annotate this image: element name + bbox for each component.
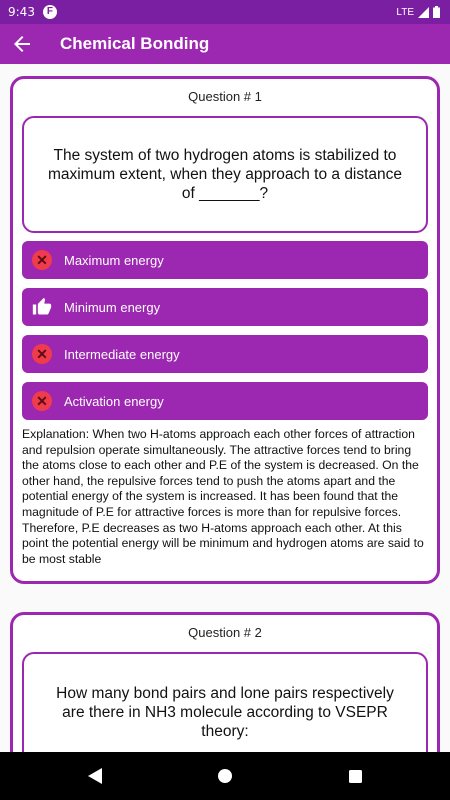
option-activation-energy[interactable] [22, 382, 428, 420]
question-text-box [22, 652, 428, 752]
nav-recents-button[interactable] [290, 752, 420, 800]
option-label: Activation energy [64, 393, 164, 409]
wrong-icon: ✕ [32, 250, 52, 270]
option-label: Minimum energy [64, 299, 161, 315]
status-bar [0, 0, 450, 24]
question-text: How many bond pairs and lone pairs respectively are there in NH3 molecule according to VSEPR theory: [56, 684, 394, 740]
back-button[interactable] [0, 24, 44, 64]
wrong-icon: ✕ [32, 344, 52, 364]
question-card [10, 76, 440, 584]
option-intermediate-energy[interactable] [22, 335, 428, 373]
option-label: Intermediate energy [64, 346, 180, 362]
recents-square-icon [349, 770, 362, 783]
wrong-icon: ✕ [32, 391, 52, 411]
explanation-text: Explanation: When two H-atoms approach each other forces of attraction and repulsion operate simultaneously. The attractive forces tend to bring the atoms close to each other and P.E of the system is decreased. On the other hand, the repulsive forces tend to push the atoms apart and the potential energy of the system is increased. It has been found that the magnitude of P.E for attractive forces is more than for repulsive forces. Therefore, P.E decreases as two H-atoms approach each other. At this point the potential energy will be minimum and hydrogen atoms are said to be most stable [22, 427, 424, 566]
thumbs-up-icon [32, 297, 52, 317]
option-minimum-energy[interactable] [22, 288, 428, 326]
question-number: Question # 1 [188, 89, 262, 104]
status-icons [396, 6, 440, 18]
back-triangle-icon [88, 768, 102, 784]
options-list [22, 241, 428, 420]
signal-icon [418, 7, 429, 18]
notification-glyph: F [46, 6, 53, 17]
app-bar [0, 24, 450, 64]
question-card [10, 612, 440, 752]
option-maximum-energy[interactable] [22, 241, 428, 279]
navigation-bar [0, 752, 450, 800]
app-title: Chemical Bonding [60, 34, 210, 53]
question-number: Question # 2 [188, 625, 262, 640]
arrow-left-icon [14, 36, 30, 52]
network-type: LTE [396, 6, 414, 18]
question-text: The system of two hydrogen atoms is stabilized to maximum extent, when they approach to a distance of _______? [47, 147, 403, 202]
option-label: Maximum energy [64, 252, 164, 268]
home-circle-icon [218, 769, 232, 783]
question-text-box [22, 116, 428, 233]
status-time: 9:43 [8, 5, 35, 19]
notification-icon [43, 5, 57, 19]
nav-back-button[interactable] [30, 752, 160, 800]
battery-icon [433, 6, 440, 18]
nav-home-button[interactable] [160, 752, 290, 800]
question-list[interactable] [0, 64, 450, 752]
